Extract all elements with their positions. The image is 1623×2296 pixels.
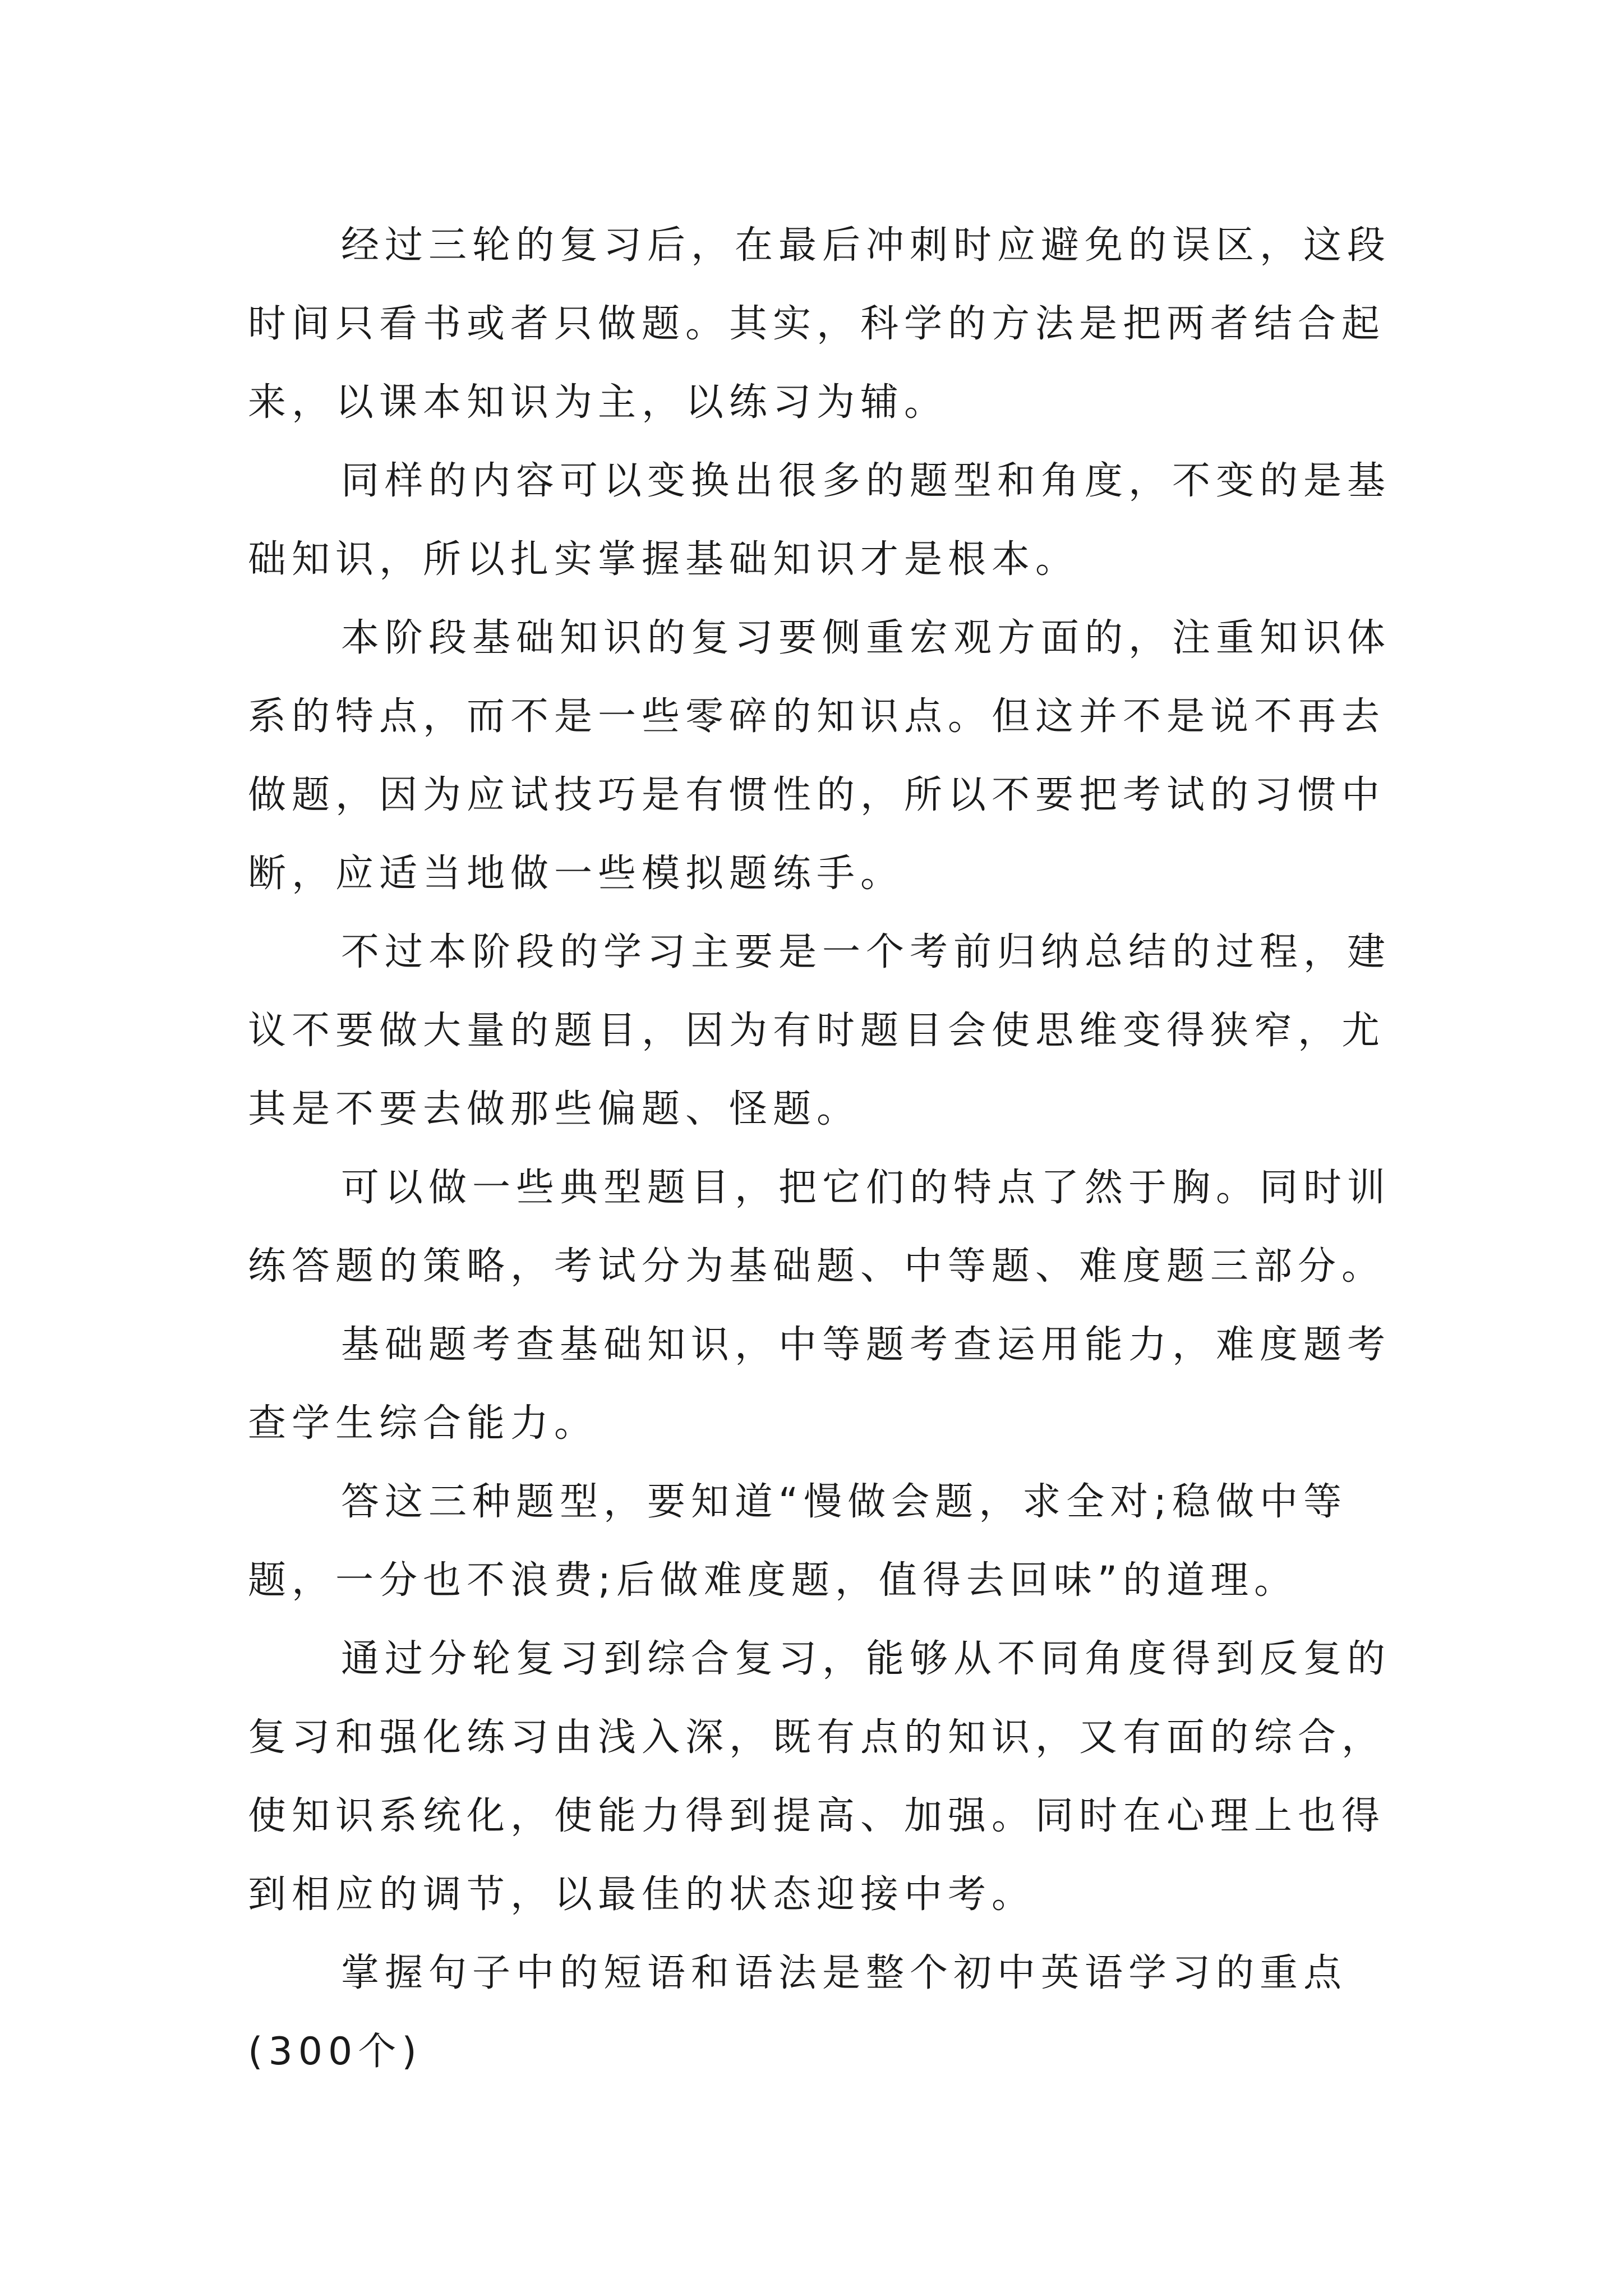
paragraph-2-line-1: 同样的内容可以变换出很多的题型和角度，不变的是基	[341, 459, 1391, 503]
paragraph-6-line-1: 基础题考查基础知识，中等题考查运用能力，难度题考	[341, 1323, 1391, 1367]
paragraph-8-line-2: 复习和强化练习由浅入深，既有点的知识，又有面的综合，	[248, 1715, 1386, 1760]
paragraph-9-line-1: 掌握句子中的短语和语法是整个初中英语学习的重点	[341, 1951, 1348, 1995]
paragraph-9-line-2: (300个)	[248, 2030, 422, 2074]
paragraph-4-line-3: 其是不要去做那些偏题、怪题。	[248, 1087, 861, 1131]
paragraph-3-line-3: 做题，因为应试技巧是有惯性的，所以不要把考试的习惯中	[248, 773, 1386, 817]
paragraph-7-line-2: 题，一分也不浪费;后做难度题，值得去回味”的道理。	[248, 1558, 1298, 1603]
paragraph-3-line-4: 断，应适当地做一些模拟题练手。	[248, 852, 905, 896]
paragraph-6-line-2: 查学生综合能力。	[248, 1401, 598, 1446]
paragraph-2-line-2: 础知识，所以扎实掌握基础知识才是根本。	[248, 537, 1080, 582]
paragraph-5-line-2: 练答题的策略，考试分为基础题、中等题、难度题三部分。	[248, 1244, 1386, 1289]
paragraph-1-line-3: 来，以课本知识为主，以练习为辅。	[248, 380, 948, 425]
paragraph-8-line-4: 到相应的调节，以最佳的状态迎接中考。	[248, 1872, 1036, 1917]
paragraph-3-line-1: 本阶段基础知识的复习要侧重宏观方面的，注重知识体	[341, 616, 1391, 660]
paragraph-8-line-3: 使知识系统化，使能力得到提高、加强。同时在心理上也得	[248, 1794, 1386, 1838]
paragraph-5-line-1: 可以做一些典型题目，把它们的特点了然于胸。同时训	[341, 1166, 1391, 1210]
paragraph-7-line-1: 答这三种题型，要知道“慢做会题，求全对;稳做中等	[341, 1480, 1348, 1524]
paragraph-4-line-2: 议不要做大量的题目，因为有时题目会使思维变得狭窄，尤	[248, 1009, 1386, 1053]
paragraph-8-line-1: 通过分轮复习到综合复习，能够从不同角度得到反复的	[341, 1637, 1391, 1681]
paragraph-1-line-2: 时间只看书或者只做题。其实，科学的方法是把两者结合起	[248, 302, 1386, 346]
paragraph-1-line-1: 经过三轮的复习后，在最后冲刺时应避免的误区，这段	[341, 223, 1391, 268]
paragraph-4-line-1: 不过本阶段的学习主要是一个考前归纳总结的过程，建	[341, 930, 1391, 974]
paragraph-3-line-2: 系的特点，而不是一些零碎的知识点。但这并不是说不再去	[248, 694, 1386, 739]
